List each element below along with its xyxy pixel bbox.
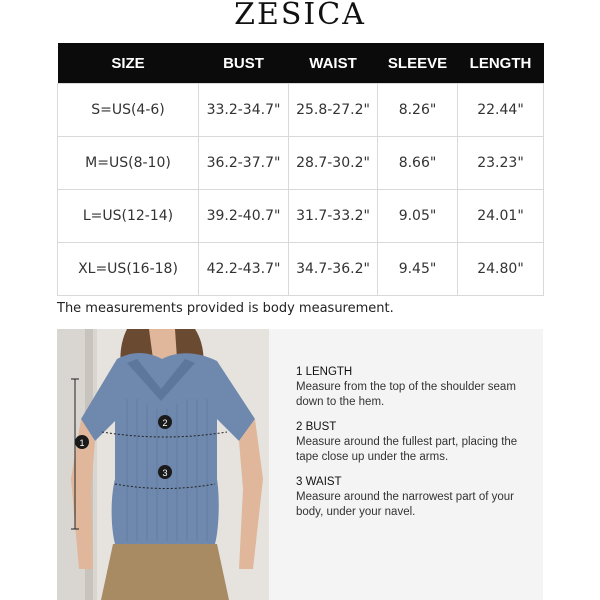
model-photo xyxy=(57,329,269,600)
bust-cell: 39.2-40.7" xyxy=(199,190,289,243)
waist-cell: 31.7-33.2" xyxy=(289,190,378,243)
sleeve-cell: 9.45" xyxy=(378,243,458,296)
trousers-shape xyxy=(101,544,229,600)
size-chart-header-row xyxy=(58,43,544,84)
instruction-title: 1 LENGTH xyxy=(296,366,353,378)
bust-cell: 36.2-37.7" xyxy=(199,137,289,190)
bust-cell: 42.2-43.7" xyxy=(199,243,289,296)
waist-cell: 34.7-36.2" xyxy=(289,243,378,296)
marker-length-label: 1 xyxy=(79,438,85,448)
model-illustration xyxy=(57,329,269,600)
size-cell: S=US(4-6) xyxy=(58,84,199,137)
instruction-waist xyxy=(296,475,536,520)
size-cell: L=US(12-14) xyxy=(58,190,199,243)
header-size: SIZE xyxy=(58,43,199,84)
header-bust: BUST xyxy=(199,43,289,84)
header-waist: WAIST xyxy=(289,43,378,84)
length-cell: 24.01" xyxy=(458,190,544,243)
instruction-desc: Measure around the fullest part, placing the tape close up under the arms. xyxy=(296,436,518,463)
table-row xyxy=(58,243,544,296)
table-row xyxy=(58,84,544,137)
instruction-desc: Measure from the top of the shoulder seam down to the hem. xyxy=(296,381,516,408)
length-cell: 23.23" xyxy=(458,137,544,190)
size-cell: XL=US(16-18) xyxy=(58,243,199,296)
bust-cell: 33.2-34.7" xyxy=(199,84,289,137)
table-row xyxy=(58,190,544,243)
length-cell: 22.44" xyxy=(458,84,544,137)
sleeve-cell: 8.26" xyxy=(378,84,458,137)
instruction-length xyxy=(296,365,536,410)
instruction-desc: Measure around the narrowest part of your body, under your navel. xyxy=(296,491,514,518)
instruction-bust xyxy=(296,420,536,465)
size-chart-table xyxy=(57,43,544,296)
sleeve-cell: 8.66" xyxy=(378,137,458,190)
instruction-title: 3 WAIST xyxy=(296,476,342,488)
size-cell: M=US(8-10) xyxy=(58,137,199,190)
waist-cell: 28.7-30.2" xyxy=(289,137,378,190)
instruction-title: 2 BUST xyxy=(296,421,337,433)
length-cell: 24.80" xyxy=(458,243,544,296)
table-row xyxy=(58,137,544,190)
waist-cell: 25.8-27.2" xyxy=(289,84,378,137)
brand-logo: ZESICA xyxy=(234,0,366,32)
marker-bust-label: 2 xyxy=(162,418,168,428)
measurement-instructions xyxy=(296,365,536,530)
sleeve-cell: 9.05" xyxy=(378,190,458,243)
measurement-note: The measurements provided is body measurement. xyxy=(57,301,394,316)
header-sleeve: SLEEVE xyxy=(378,43,458,84)
header-length: LENGTH xyxy=(458,43,544,84)
measurement-guide-panel xyxy=(57,329,543,600)
marker-waist-label: 3 xyxy=(162,468,168,478)
